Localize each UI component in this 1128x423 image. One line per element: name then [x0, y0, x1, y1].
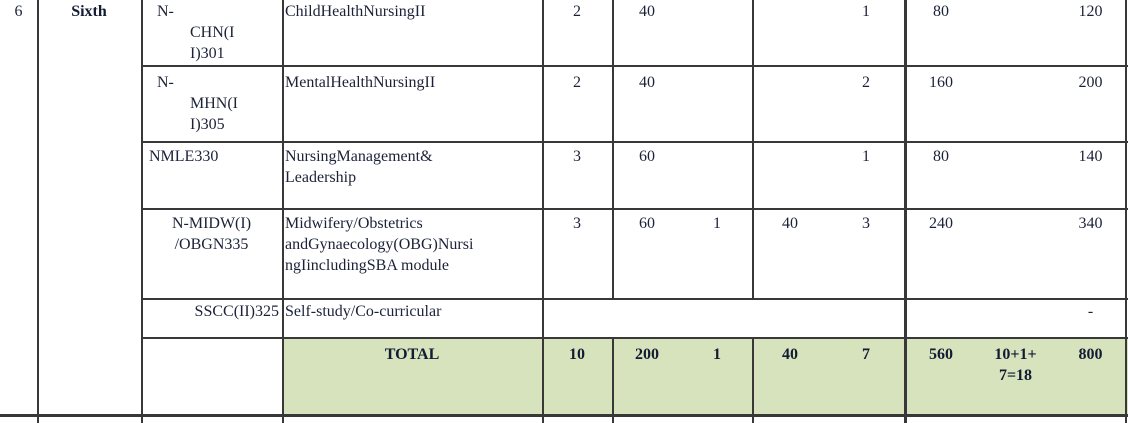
- theory-hours-cell: 60: [639, 148, 655, 165]
- total-credits-cell: [978, 337, 1053, 414]
- skill-lab-hours-cell: 40: [782, 215, 798, 232]
- total-credits-line: 10+1+: [994, 346, 1037, 363]
- course-title-line: andGynaecology(OBG)Nursi: [285, 236, 474, 253]
- clinical-credits-cell: 1: [862, 148, 870, 165]
- course-code-line: SSCC(II)325: [194, 303, 279, 320]
- course-title-line: ngIincludingSBA module: [285, 257, 449, 274]
- theory-credits-cell: 2: [573, 74, 581, 91]
- total-hours-cell: 200: [1078, 74, 1103, 91]
- course-code-line: I)305: [190, 116, 225, 133]
- course-title-cell: [282, 208, 542, 298]
- course-title-line: MentalHealthNursingII: [285, 74, 436, 91]
- total-hours-cell: 340: [1078, 215, 1103, 232]
- course-title-line: Leadership: [285, 169, 357, 186]
- course-code-cell: [141, 65, 282, 141]
- course-code-cell: [141, 141, 282, 208]
- clinical-credits-cell: 3: [862, 215, 870, 232]
- theory-credits-cell: 3: [573, 215, 581, 232]
- skill-lab-hours-cell: 40: [782, 346, 798, 363]
- course-code-line: /OBGN335: [174, 236, 249, 253]
- theory-credits-cell: 3: [573, 148, 581, 165]
- grid-line: [0, 414, 1128, 417]
- course-code-cell: [141, 298, 282, 337]
- course-code-line: I)301: [190, 45, 225, 62]
- course-code-line: MHN(I: [190, 95, 238, 112]
- clinical-credits-cell: 2: [862, 74, 870, 91]
- course-title-line: ChildHealthNursingII: [285, 3, 426, 20]
- clinical-hours-cell: 80: [933, 148, 949, 165]
- clinical-hours-cell: 80: [933, 3, 949, 20]
- theory-credits-cell: 2: [573, 3, 581, 20]
- course-title-line: Midwifery/Obstetrics: [285, 215, 423, 232]
- theory-hours-cell: 40: [639, 3, 655, 20]
- semester-cell: Sixth: [71, 3, 107, 20]
- clinical-hours-cell: 560: [929, 346, 953, 363]
- course-code-line: N-: [157, 3, 174, 20]
- theory-hours-cell: 60: [639, 215, 655, 232]
- total-label-cell: TOTAL: [384, 346, 440, 363]
- course-code-cell: [141, 0, 282, 65]
- theory-credits-cell: 10: [569, 346, 585, 363]
- theory-hours-cell: 200: [635, 346, 659, 363]
- total-credits-line: 7=18: [998, 367, 1033, 384]
- course-code-line: N-: [157, 74, 174, 91]
- course-code-cell: [141, 208, 282, 298]
- course-title-cell: [282, 65, 542, 141]
- course-title-line: NursingManagement&: [285, 148, 433, 165]
- course-title-line: Self-study/Co-curricular: [285, 303, 442, 320]
- course-title-cell: [282, 0, 542, 65]
- serial-number-cell: 6: [14, 3, 23, 20]
- course-title-cell: [282, 141, 542, 208]
- course-code-line: N-MIDW(I): [171, 215, 252, 232]
- course-code-line: CHN(I: [190, 24, 235, 41]
- course-title-cell: [282, 298, 542, 337]
- total-hours-cell: 120: [1078, 3, 1103, 20]
- total-hours-cell: 140: [1078, 148, 1103, 165]
- theory-hours-cell: 40: [639, 74, 655, 91]
- course-code-line: NMLE330: [149, 148, 219, 165]
- clinical-hours-cell: 240: [929, 215, 953, 232]
- skill-lab-credits-cell: 1: [713, 215, 721, 232]
- total-hours-cell: -: [1087, 303, 1094, 320]
- total-hours-cell: 800: [1078, 346, 1103, 363]
- clinical-credits-cell: 7: [862, 346, 870, 363]
- clinical-hours-cell: 160: [929, 74, 953, 91]
- clinical-credits-cell: 1: [862, 3, 870, 20]
- skill-lab-credits-cell: 1: [713, 346, 721, 363]
